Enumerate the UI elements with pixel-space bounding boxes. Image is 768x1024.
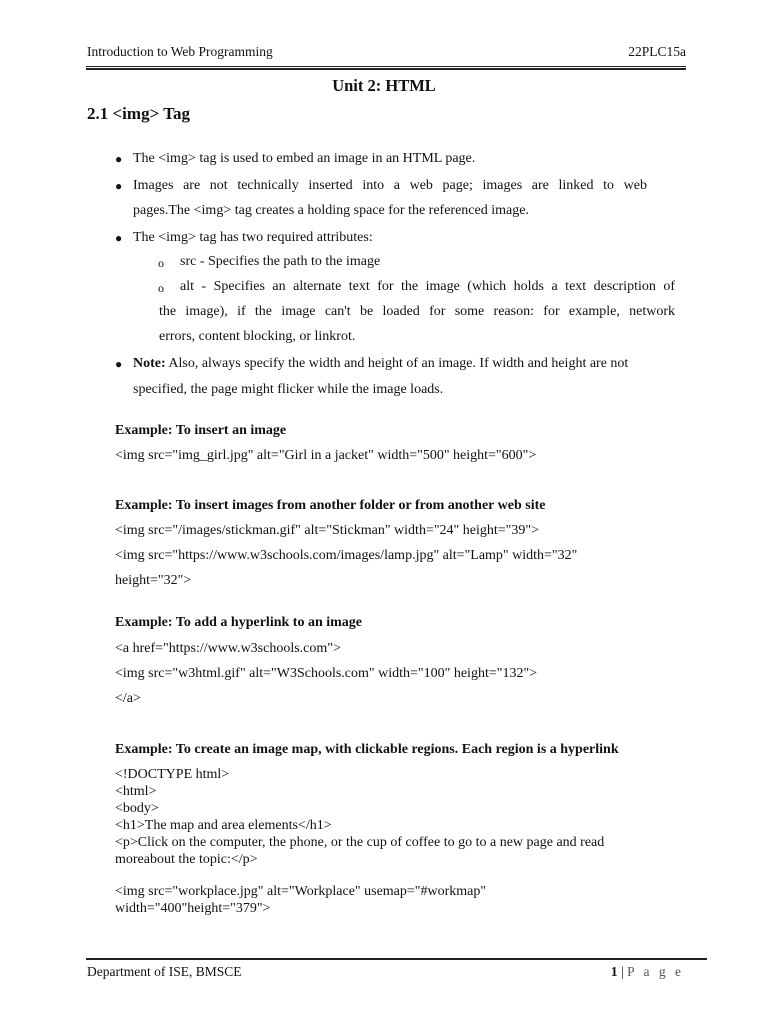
code-line: <img src="/images/stickman.gif" alt="Stickman" width="24" height="39"> — [115, 523, 539, 538]
code-line: </a> — [115, 691, 141, 706]
bullet-icon: ● — [115, 231, 123, 245]
course-code: 22PLC15a — [628, 44, 686, 59]
bullet-text-2-line-2: pages.The <img> tag creates a holding space for the referenced image. — [133, 203, 529, 218]
bullet-text-2-line-1: Images are not technically inserted into a web page; images are linked to web — [133, 178, 647, 193]
code-line: <html> — [115, 784, 157, 799]
bullet-icon: ● — [115, 179, 123, 193]
header-rule — [86, 66, 686, 70]
page-number: 1 — [610, 964, 618, 979]
bullet-text-1: The <img> tag is used to embed an image in an HTML page. — [133, 151, 476, 166]
code-line: <img src="https://www.w3schools.com/images/lamp.jpg" alt="Lamp" width="32" — [115, 548, 578, 563]
section-title: 2.1 <img> Tag — [87, 104, 190, 123]
code-line: <body> — [115, 801, 159, 816]
example-heading-1: Example: To insert an image — [115, 423, 287, 438]
note-line-2: specified, the page might flicker while the image loads. — [133, 382, 444, 397]
code-line: moreabout the topic:</p> — [115, 852, 258, 867]
running-header-title: Introduction to Web Programming — [87, 44, 273, 59]
note-label: Note: — [133, 356, 166, 371]
sub-bullet-text-2-line-1: alt - Specifies an alternate text for the image (which holds a text description of — [180, 279, 675, 294]
page-separator: | — [617, 964, 628, 979]
bullet-icon: ● — [115, 152, 123, 166]
sub-bullet-icon: o — [158, 256, 164, 270]
page-word: P a g e — [627, 964, 684, 979]
example-heading-3: Example: To add a hyperlink to an image — [115, 615, 362, 630]
code-line: <h1>The map and area elements</h1> — [115, 818, 332, 833]
example-heading-2: Example: To insert images from another folder or from another web site — [115, 498, 546, 513]
code-line: <img src="workplace.jpg" alt="Workplace" usemap="#workmap" — [115, 884, 487, 899]
sub-bullet-icon: o — [158, 281, 164, 295]
page-indicator — [611, 964, 684, 980]
note-line-1 — [133, 356, 628, 372]
sub-bullet-text-2-line-2: the image), if the image can't be loaded for some reason: for example, network — [159, 304, 675, 319]
code-line: <img src="w3html.gif" alt="W3Schools.com" width="100" height="132"> — [115, 666, 538, 681]
code-line: width="400"height="379"> — [115, 901, 271, 916]
code-line: height="32"> — [115, 573, 192, 588]
code-line: <!DOCTYPE html> — [115, 767, 230, 782]
unit-title: Unit 2: HTML — [332, 76, 436, 95]
code-line: <a href="https://www.w3schools.com"> — [115, 641, 341, 656]
sub-bullet-text-1: src - Specifies the path to the image — [180, 254, 381, 269]
note-text: Also, always specify the width and height of an image. If width and height are not — [165, 356, 629, 371]
footer-department: Department of ISE, BMSCE — [87, 964, 242, 979]
example-heading-4: Example: To create an image map, with clickable regions. Each region is a hyperlink — [115, 742, 619, 757]
bullet-icon: ● — [115, 357, 123, 371]
bullet-text-3: The <img> tag has two required attributes: — [133, 230, 373, 245]
code-line: <img src="img_girl.jpg" alt="Girl in a jacket" width="500" height="600"> — [115, 448, 537, 463]
code-line: <p>Click on the computer, the phone, or the cup of coffee to go to a new page and read — [115, 835, 605, 850]
sub-bullet-text-2-line-3: errors, content blocking, or linkrot. — [159, 329, 356, 344]
footer-rule — [86, 958, 707, 960]
